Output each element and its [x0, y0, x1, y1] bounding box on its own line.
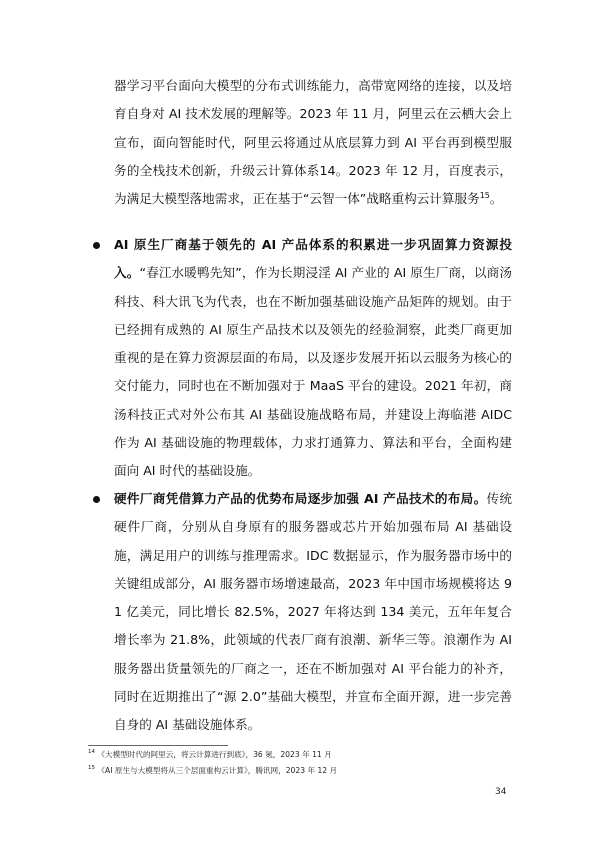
footnote-ref-15: 15	[479, 191, 490, 200]
footnote-number: 15	[88, 765, 95, 771]
bullet-dot-2	[93, 496, 100, 503]
bullet-paragraph-2	[114, 485, 512, 740]
footnote-15	[88, 764, 337, 778]
footnote-14	[88, 748, 332, 762]
footnote-text: 《大模型时代的阿里云，将云计算进行到底》，36 氪，2023 年 11 月	[97, 750, 332, 759]
page-number: 34	[495, 787, 507, 797]
bullet-lead-1: AI 原生厂商基于领先的 AI 产品体系的积累进一步巩固算力资源投入。	[114, 237, 512, 281]
footnote-divider	[88, 745, 228, 746]
footnote-number: 14	[88, 749, 95, 755]
bullet-lead-2: 硬件厂商凭借算力产品的优势布局逐步加强 AI 产品技术的布局。	[114, 491, 487, 506]
intro-tail: 。	[489, 191, 503, 207]
bullet-paragraph-1	[114, 231, 512, 486]
intro-paragraph	[114, 72, 512, 213]
bullet-body-1: “春江水暖鸭先知”，作为长期浸淫 AI 产业的 AI 原生厂商，以商汤科技、科大讯飞为代表，也在不断加强基础设施产品矩阵的规划。由于已经拥有成熟的 AI 原生产品技术以及领先的经验洞察，此类厂商更加重视的是在算力资源层面的布局，以及逐步发展开拓以云服务为核心的交付能力，同时也在不断加强对于 MaaS 平台的建设。2021 年初，商汤科技正式对外公布其 AI 基础设施战略布局，并建设上海临港 AIDC 作为 AI 基础设施的物理载体，力求打通算力、算法和平台，全面构建面向 AI 时代的基础设施。	[114, 265, 512, 479]
bullet-body-2: 传统硬件厂商，分别从自身原有的服务器或芯片开始加强布局 AI 基础设施，满足用户的训练与推理需求。IDC 数据显示，作为服务器市场中的关键组成部分，AI 服务器市场增速最高，2023 年中国市场规模将达 91 亿美元，同比增长 82.5%，2027 年将达到 134 美元，五年年复合增长率为 21.8%，此领域的代表厂商有浪潮、新华三等。浪潮作为 AI 服务器出货量领先的厂商之一，还在不断加强对 AI 平台能力的补齐，同时在近期推出了“源 2.0”基础大模型，并宣布全面开源，进一步完善自身的 AI 基础设施体系。	[114, 491, 513, 733]
intro-text: 器学习平台面向大模型的分布式训练能力，高带宽网络的连接，以及培育自身对 AI 技术发展的理解等。2023 年 11 月，阿里云在云栖大会上宣布，面向智能时代，阿里云将通过从底层算力到 AI 平台再到模型服务的全栈技术创新，升级云计算体系14。2023 年 12 月，百度表示，为满足大模型落地需求，正在基于“云智一体”战略重构云计算服务	[114, 78, 512, 207]
bullet-dot-1	[93, 242, 100, 249]
footnote-text: 《AI 原生与大模型将从三个层面重构云计算》，腾讯网，2023 年 12 月	[97, 766, 338, 775]
